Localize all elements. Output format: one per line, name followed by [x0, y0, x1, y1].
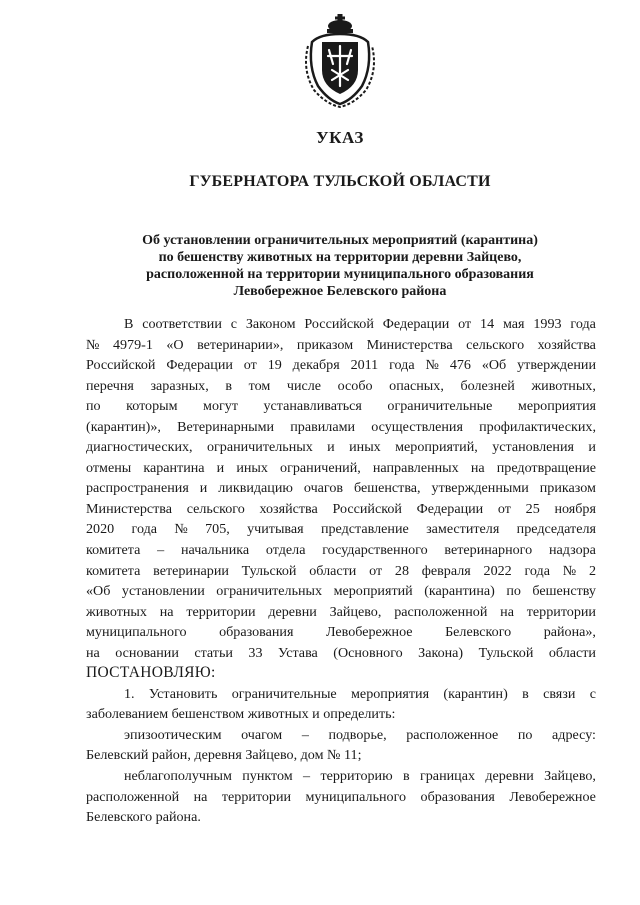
word: сельского — [466, 336, 525, 353]
word: – — [157, 542, 165, 559]
word: расположенное — [406, 726, 499, 743]
word: начальника — [180, 542, 250, 559]
word: по — [517, 726, 533, 743]
word: статьи — [194, 644, 233, 661]
word: Министерства — [366, 336, 453, 353]
word: комитета — [86, 542, 141, 559]
word: ограничительных — [206, 439, 313, 456]
word: на — [193, 788, 208, 805]
word: мероприятия — [351, 685, 430, 702]
word: 476 — [449, 357, 471, 374]
area-line — [86, 766, 596, 787]
word: ограничительные — [387, 398, 493, 415]
word: года — [570, 316, 596, 332]
word: пунктом — [242, 768, 293, 785]
document-subject — [60, 232, 620, 300]
word: государственного — [322, 542, 428, 559]
word: от — [458, 316, 472, 332]
word: на — [470, 459, 485, 476]
body-line — [86, 376, 596, 397]
word: (карантина) — [424, 583, 495, 600]
word: (карантин) — [443, 685, 508, 702]
word: распространения — [86, 480, 189, 497]
word: (карантин)», — [86, 418, 161, 435]
word: надзора — [548, 542, 596, 559]
word: с — [589, 685, 596, 702]
word: от — [497, 500, 511, 517]
word: Законом — [245, 316, 296, 332]
word: границах — [419, 768, 475, 785]
word: Левобережное — [509, 788, 596, 805]
word: района», — [543, 624, 596, 641]
word: могут — [203, 398, 238, 415]
word: 33 — [248, 644, 263, 661]
word: заразных, — [150, 377, 209, 394]
word: животных, — [531, 377, 596, 394]
word: в — [402, 768, 410, 785]
focus-line: Белевский район, деревня Зайцево, дом № 11; — [86, 747, 362, 764]
word: Российской — [332, 500, 402, 517]
body-line — [86, 417, 596, 438]
word: № — [562, 562, 577, 579]
word: образования — [219, 624, 294, 641]
word: (Основного — [333, 644, 403, 661]
word: которым — [126, 398, 178, 415]
focus-line — [86, 725, 596, 746]
word: № — [425, 357, 439, 374]
word: адресу: — [552, 726, 596, 743]
word: «Об — [86, 583, 111, 600]
word: диагностических, — [86, 439, 193, 456]
word: ликвидацию — [218, 480, 293, 497]
word: 2020 — [86, 521, 115, 538]
body-line — [86, 458, 596, 479]
word: представление — [320, 521, 409, 538]
word: ветеринарии», — [197, 336, 284, 353]
body-line — [86, 396, 596, 417]
word: опасных, — [389, 377, 444, 394]
word: Левобережное — [325, 624, 413, 641]
body-line — [86, 581, 596, 602]
word: Министерства — [86, 500, 173, 517]
word: года — [524, 562, 550, 579]
word: Федерации — [416, 500, 484, 517]
word: «Об — [481, 357, 507, 374]
word: ограничительных — [216, 583, 323, 600]
word: деревни — [268, 603, 317, 620]
word: Федерации — [166, 357, 233, 374]
word: 1. — [124, 685, 135, 702]
word: заместителя — [426, 521, 500, 538]
word: февраля — [421, 562, 471, 579]
word: очагов — [303, 480, 344, 497]
word: 2011 — [350, 357, 379, 374]
word: комитета — [86, 562, 141, 579]
word: на — [500, 603, 514, 620]
word: от — [243, 357, 257, 374]
word: «О — [166, 336, 184, 353]
word: в — [225, 377, 232, 394]
word: В — [124, 316, 134, 332]
word: Установить — [148, 685, 218, 702]
word: животных — [86, 603, 147, 620]
word: 2022 — [483, 562, 512, 579]
word: карантина — [143, 459, 205, 476]
area-line — [86, 787, 596, 808]
word: приказом — [296, 336, 354, 353]
word: ноября — [554, 500, 596, 517]
word: особо — [337, 377, 373, 394]
word: отмены — [86, 459, 132, 476]
word: в — [522, 685, 529, 702]
body-line — [86, 622, 596, 643]
word: 705, — [205, 521, 230, 538]
word: образования — [420, 788, 495, 805]
word: области — [309, 562, 357, 579]
word: Ветеринарными — [177, 418, 275, 435]
word: на — [159, 603, 174, 620]
body-line — [86, 540, 596, 561]
word: учитывая — [247, 521, 304, 538]
document-body — [86, 314, 596, 828]
word: бешенству — [532, 583, 596, 600]
word: мая — [502, 316, 525, 332]
word: территорию — [320, 768, 393, 785]
word: и — [216, 459, 225, 476]
word: 25 — [525, 500, 540, 517]
body-line — [86, 561, 596, 582]
word: осуществления — [371, 418, 463, 435]
subject-line: по бешенству животных на территории деревни Зайцево, — [158, 250, 522, 265]
word: на — [86, 644, 100, 661]
word: утвержденными — [431, 480, 529, 497]
word: с — [230, 316, 237, 332]
area-line: Белевского района. — [86, 809, 201, 826]
word: хозяйства — [259, 500, 318, 517]
body-line — [86, 643, 596, 664]
document-title: УКАЗ — [316, 128, 364, 147]
tula-coat-of-arms-icon — [300, 12, 380, 108]
body-line — [86, 437, 596, 458]
word: председателя — [516, 521, 596, 538]
word: Белевского — [445, 624, 512, 641]
word: подворье, — [328, 726, 387, 743]
word: приказом — [539, 480, 596, 497]
word: – — [303, 768, 311, 785]
word: расположенной — [394, 603, 488, 620]
word: очагом — [241, 726, 283, 743]
word: по — [506, 583, 521, 600]
body-line — [86, 335, 596, 356]
word: и — [199, 480, 208, 497]
body-line — [86, 499, 596, 520]
word: 1993 — [533, 316, 562, 332]
word: ветеринарного — [444, 542, 533, 559]
word: муниципального — [86, 624, 187, 641]
word: утверждении — [517, 357, 596, 374]
word: ограничений, — [280, 459, 361, 476]
word: том — [248, 377, 271, 394]
word: деревни — [485, 768, 534, 785]
word: № — [86, 336, 100, 353]
word: мероприятий — [333, 583, 413, 600]
word: числе — [286, 377, 322, 394]
document-subtitle: ГУБЕРНАТОРА ТУЛЬСКОЙ ОБЛАСТИ — [189, 173, 491, 190]
body-line — [86, 355, 596, 376]
word: сельского — [186, 500, 245, 517]
word: отдела — [265, 542, 306, 559]
item1-line: заболеванием бешенством животных и определить: — [86, 706, 396, 723]
word: Закона) — [418, 644, 464, 661]
word: № — [174, 521, 188, 538]
body-line — [86, 478, 596, 499]
word: болезней — [460, 377, 515, 394]
subject-line: расположенной на территории муниципального образования — [146, 267, 534, 282]
word: 2 — [588, 562, 596, 579]
word: хозяйства — [537, 336, 596, 353]
subject-line: Левобережное Белевского района — [233, 284, 447, 299]
word: иных — [349, 439, 381, 456]
word: Федерации — [382, 316, 450, 332]
word: мероприятия — [517, 398, 596, 415]
word: 14 — [480, 316, 495, 332]
word: иных — [236, 459, 268, 476]
word: расположенной — [86, 788, 180, 805]
word: Зайцево, — [544, 768, 596, 785]
word: Зайцево, — [329, 603, 382, 620]
word: ограничительные — [231, 685, 337, 702]
word: установлении — [121, 583, 205, 600]
word: Российской — [86, 357, 156, 374]
word: направленных — [372, 459, 459, 476]
word: года — [389, 357, 415, 374]
word: области — [548, 644, 596, 661]
word: основании — [115, 644, 179, 661]
body-line — [86, 314, 596, 335]
word: года — [131, 521, 158, 538]
word: Тульской — [241, 562, 297, 579]
subject-line: Об установлении ограничительных мероприятий (карантина) — [142, 233, 538, 248]
word: ветеринарии — [153, 562, 229, 579]
word: предотвращение — [496, 459, 596, 476]
word: эпизоотическим — [124, 726, 222, 743]
word: перечня — [86, 377, 134, 394]
word: 28 — [394, 562, 409, 579]
body-line — [86, 602, 596, 623]
word: декабря — [292, 357, 340, 374]
word: и — [588, 439, 596, 456]
word: установления — [492, 439, 574, 456]
word: соответствии — [142, 316, 222, 332]
word: 4979-1 — [112, 336, 153, 353]
word: Устава — [277, 644, 318, 661]
word: профилактических, — [479, 418, 596, 435]
word: муниципального — [305, 788, 407, 805]
word: неблагополучным — [124, 768, 232, 785]
word: Российской — [304, 316, 374, 332]
word: по — [86, 398, 101, 415]
word: связи — [543, 685, 576, 702]
decree-word: ПОСТАНОВЛЯЮ: — [86, 664, 216, 682]
item1-line — [86, 684, 596, 705]
word: устанавливаться — [263, 398, 362, 415]
word: мероприятий, — [395, 439, 478, 456]
word: – — [301, 726, 309, 743]
word: 19 — [267, 357, 282, 374]
word: территории — [186, 603, 256, 620]
word: бешенства, — [354, 480, 421, 497]
word: Тульской — [478, 644, 534, 661]
word: территории — [221, 788, 292, 805]
body-line — [86, 519, 596, 540]
word: от — [369, 562, 383, 579]
word: правилами — [290, 418, 356, 435]
word: и — [327, 439, 335, 456]
word: территории — [526, 603, 596, 620]
